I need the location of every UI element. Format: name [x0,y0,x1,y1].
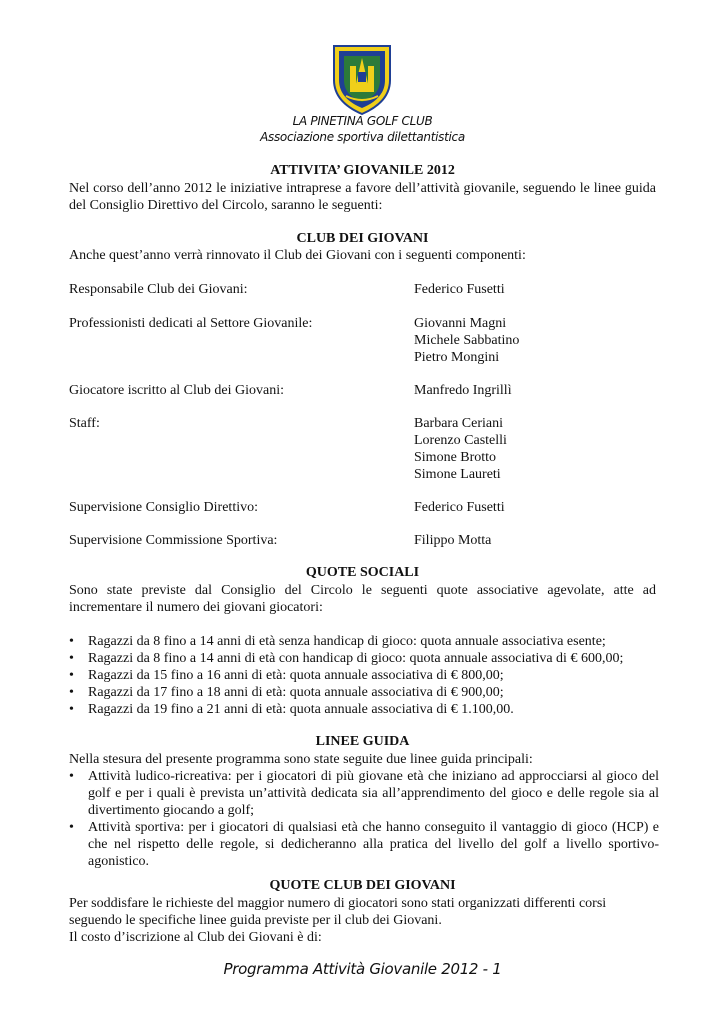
person-name: Lorenzo Castelli [414,433,507,448]
list-item [69,667,659,684]
bullet: • [69,769,74,784]
club-name: LA PINETINA GOLF CLUB [292,114,433,128]
role-label: Supervisione Commissione Sportiva: [69,533,278,548]
club-intro: Anche quest’anno verrà rinnovato il Club dei Giovani con i seguenti componenti: [69,248,526,263]
person-name: Barbara Ceriani [414,416,504,431]
quote-list [69,633,659,718]
club-subtitle: Associazione sportiva dilettantistica [260,130,465,144]
linee-list [69,768,659,870]
linee-intro: Nella stesura del presente programma sono state seguite due linee guida principali: [69,752,533,767]
person-name: Michele Sabbatino [414,333,520,348]
intro-paragraph: Nel corso dell’anno 2012 le iniziative intraprese a favore dell’attività giovanile, seguendo le linee guida del Consiglio Direttivo del Circolo, saranno le seguenti: [69,181,656,213]
list-item-text: Ragazzi da 8 fino a 14 anni di età con handicap di gioco: quota annuale associativa di € 600,00; [88,651,624,666]
list-item-text: Attività ludico-ricreativa: per i giocatori di più giovane età che iniziano ad approcciarsi al gioco del golf e per i quali è prevista un’attività dedicata sia all’apprendimento del gioco e delle regole sia al divertimento giocando a golf; [88,769,659,818]
list-item [69,819,659,870]
person-name: Pietro Mongini [414,350,500,365]
list-item-text: Ragazzi da 17 fino a 18 anni di età: quota annuale associativa di € 900,00; [88,685,504,700]
section-title-quote: QUOTE SOCIALI [305,565,420,580]
section-title-club: CLUB DEI GIOVANI [296,231,429,246]
quote-club-text: Per soddisfare le richieste del maggior numero di giocatori sono stati organizzati differenti corsi seguendo le specifiche linee guida previste per il club dei Giovani. [69,896,607,928]
section-title-linee: LINEE GUIDA [315,734,410,749]
person-name: Manfredo Ingrillì [414,383,512,398]
list-item [69,684,659,701]
person-name: Federico Fusetti [414,500,505,515]
list-item [69,633,659,650]
role-label: Responsabile Club dei Giovani: [69,282,248,297]
page-footer: Programma Attività Giovanile 2012 - 1 [223,960,502,978]
role-label: Staff: [69,416,100,431]
person-name: Giovanni Magni [414,316,507,331]
list-item [69,768,659,819]
person-name: Simone Brotto [414,450,497,465]
list-item-text: Ragazzi da 8 fino a 14 anni di età senza handicap di gioco: quota annuale associativa esente; [88,634,606,649]
role-label: Giocatore iscritto al Club dei Giovani: [69,383,285,398]
cost-line: Il costo d’iscrizione al Club dei Giovani è di: [69,930,322,945]
person-name: Federico Fusetti [414,282,505,297]
quote-intro: Sono state previste dal Consiglio del Circolo le seguenti quote associative agevolate, atte ad incrementare il numero dei giovani giocatori: [69,583,656,615]
list-item-text: Ragazzi da 19 fino a 21 anni di età: quota annuale associativa di € 1.100,00. [88,702,514,717]
section-title-attivita: ATTIVITA’ GIOVANILE 2012 [270,163,455,178]
role-label: Supervisione Consiglio Direttivo: [69,500,258,515]
bullet: • [69,634,74,649]
section-title-quote-club: QUOTE CLUB DEI GIOVANI [269,878,456,893]
list-item-text: Attività sportiva: per i giocatori di qualsiasi età che hanno conseguito il vantaggio di gioco (HCP) e che nel rispetto delle regole, si dedicheranno alla pratica del livello del golf a livello sportivo-agonistico. [88,820,659,869]
bullet: • [69,651,74,666]
bullet: • [69,685,74,700]
club-logo [330,42,394,116]
list-item [69,701,659,718]
role-label: Professionisti dedicati al Settore Giovanile: [69,316,313,331]
bullet: • [69,820,74,835]
person-name: Simone Laureti [414,467,501,482]
list-item-text: Ragazzi da 15 fino a 16 anni di età: quota annuale associativa di € 800,00; [88,668,504,683]
bullet: • [69,668,74,683]
list-item [69,650,659,667]
bullet: • [69,702,74,717]
person-name: Filippo Motta [414,533,492,548]
